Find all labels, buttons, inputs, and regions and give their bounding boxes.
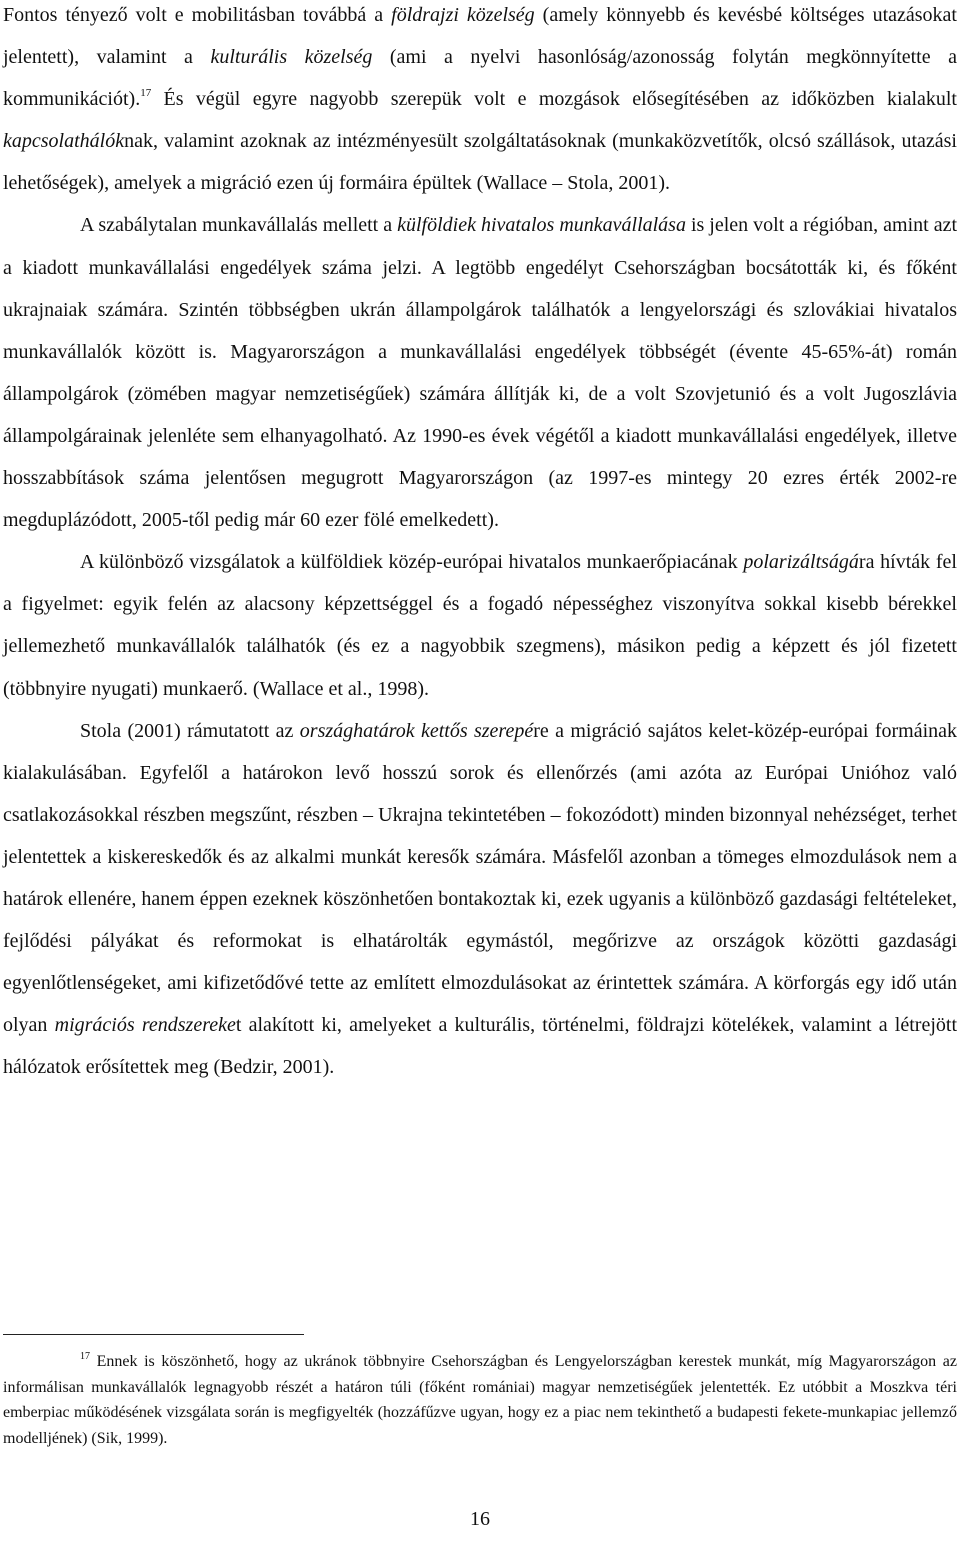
footnote-17 (3, 1349, 957, 1451)
emphasized-text: kulturális közelség (210, 46, 373, 69)
text-run: A különböző vizsgálatok a külföldiek közép-európai hivatalos munkaerőpiacának (80, 551, 744, 574)
paragraph-2 (3, 204, 957, 541)
paragraph-3 (3, 541, 957, 709)
text-run: Fontos tényező volt e mobilitásban továbbá a (3, 4, 392, 26)
emphasized-text: földrajzi közelség (391, 4, 535, 26)
emphasized-text: külföldiek hivatalos munkavállalása (397, 214, 686, 237)
emphasized-text: polarizáltságá (743, 551, 859, 574)
emphasized-text: migrációs rendszereke (54, 1014, 236, 1037)
footnote-text: Ennek is köszönhető, hogy az ukránok többnyire Csehországban és Lengyelországban kerestek munkát, míg Magyarországon az informálisan munkavállalók legnagyobb részét a határon túli (főként romániai) magyar nemzetiségűek jelentették. Ez utóbbit a Moszkva téri emberpiac működésének vizsgálata során is megfigyelték (hozzáfűzve ugyan, hogy ez a piac nem tekinthető a budapesti fekete-munkapiac jellemző modelljének) (Sik, 1999). (3, 1353, 957, 1447)
emphasized-text: kapcsolathálók (3, 130, 125, 153)
text-run: re a migráció sajátos kelet-közép-európai formáinak kialakulásában. Egyfelől a határokon levő hosszú sorok és ellenőrzés (ami azóta az Európai Unióhoz való csatlakozásokkal részben megszűnt, részben – Ukrajna tekintetében – fokozódott) minden bizonnyal nehézséget, terhet jelentettek a kiskereskedők és az alkalmi munkát keresők számára. Másfelől azonban a tömeges elmozdulások nem a határok ellenére, hanem éppen ezeknek köszönhetően bontakoztak ki, ezek ugyanis a különböző gazdasági feltételeket, fejlődési pályákat és reformokat is elhatárolták egymástól, megőrizve az országok közötti gazdasági egyenlőtlenségeket, ami kifizetődővé tette az említett elmozdulásokat az érintettek számára. A körforgás egy idő után olyan (3, 719, 958, 1037)
text-run: A szabálytalan munkavállalás mellett a (80, 214, 398, 237)
text-run: is jelen volt a régióban, amint azt a kiadott munkavállalási engedélyek száma jelzi. A legtöbb engedélyt Csehországban bocsátották ki, és főként ukrajnaiak számára. Szintén többségben ukrán állampolgárok találhatók a lengyelországi és szlovákiai hivatalos munkavállalók között is. Magyarországon a munkavállalási engedélyek többségét (évente 45-65%-át) román állampolgárok (zömében magyar nemzetiségűek) számára állítják ki, de a volt Szovjetunió és a volt Jugoszlávia állampolgárainak jelenléte sem elhanyagolható. Az 1990-es évek végétől a kiadott munkavállalási engedélyek, illetve hosszabbítások száma jelentősen megugrott Magyarországon (az 1997-es mintegy 20 ezres érték 2002-re megduplázódott, 2005-től pedig már 60 ezer fölé emelkedett). (3, 214, 958, 532)
footnote-reference: 17 (140, 87, 152, 100)
text-run: Stola (2001) rámutatott az (80, 719, 300, 742)
text-run: ra hívták fel a figyelmet: egyik felén az alacsony képzettséggel és a fogadó népességhez viszonyítva sokkal kisebb bérekkel jellemezhető munkavállalók találhatók (és ez a nagyobbik szegmens), másikon pedig a képzett és jól fizetett (többnyire nyugati) munkaerő. (Wallace et al., 1998). (3, 551, 957, 700)
emphasized-text: országhatárok kettős szerepé (299, 719, 534, 742)
page-number: 16 (470, 1508, 490, 1530)
text-run: (ami a nyelvi hasonlóság/azonosság folytán megkönnyítette a kommunikációt). (3, 46, 958, 111)
text-run: (amely könnyebb és kevésbé költséges utazásokat jelentett), valamint a (3, 4, 957, 69)
paragraph-1 (3, 0, 957, 204)
text-run: t alakított ki, amelyeket a kulturális, történelmi, földrajzi kötelékek, valamint a létrejött hálózatok erősítettek meg (Bedzir, 2001). (3, 1014, 957, 1079)
footnote-separator (3, 1334, 304, 1335)
text-run: És végül egyre nagyobb szerepük volt e mozgások elősegítésében az időközben kialakult (151, 88, 957, 111)
text-run: nak, valamint azoknak az intézményesült szolgáltatásoknak (munkaközvetítők, olcsó szállások, utazási lehetőségek), amelyek a migráció ezen új formáira épültek (Wallace – Stola, 2001). (3, 130, 957, 195)
paragraph-4 (3, 710, 957, 1089)
footnote-number: 17 (80, 1351, 90, 1362)
body-text (3, 0, 957, 1088)
